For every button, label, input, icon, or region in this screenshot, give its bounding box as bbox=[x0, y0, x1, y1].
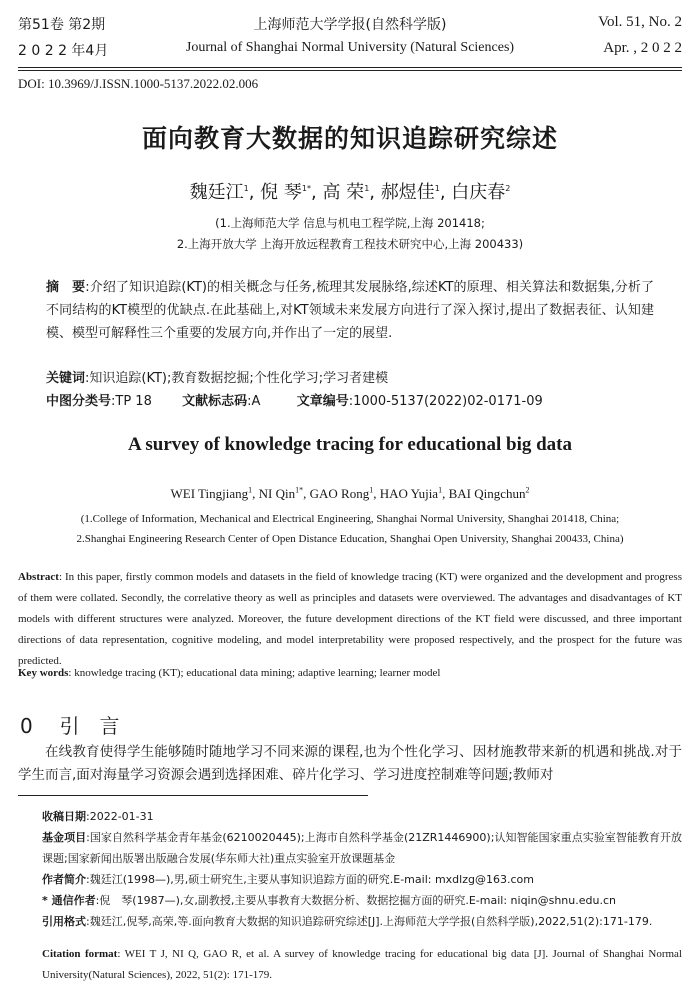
keywords-en bbox=[18, 667, 682, 679]
section-title: 引 言 bbox=[59, 714, 120, 738]
author-zh: 高 荣$^1$ bbox=[322, 182, 370, 203]
classification-line bbox=[46, 390, 654, 409]
journal-name-zh: 上海师范大学学报(自然科学版) bbox=[253, 17, 447, 33]
footnote-rule bbox=[18, 795, 368, 796]
date-en: Apr. , 2 0 2 2 bbox=[603, 40, 682, 56]
header-rule-2 bbox=[18, 70, 682, 71]
citation-en-label: Citation format bbox=[42, 948, 118, 960]
doc-code-value: :A bbox=[247, 394, 261, 409]
author-en: WEI Tingjiang$^1$ bbox=[170, 485, 253, 501]
keywords-zh bbox=[46, 367, 654, 386]
citation-zh: 引用格式:魏廷江,倪琴,高荣,等.面向教育大数据的知识追踪研究综述[J].上海师范大学学报(自然科学版),2022,51(2):171-179. bbox=[42, 915, 653, 928]
affiliation-en-1: (1.College of Information, Mechanical and Electrical Engineering, Shanghai Normal University, Shanghai 201418, China; bbox=[80, 513, 620, 525]
received-date: 收稿日期:2022-01-31 bbox=[42, 810, 154, 823]
authors-en: WEI Tingjiang$^1$, NI Qin$^{1*}$, GAO Rong$^1$, HAO Yujia$^1$, BAI Qingchun$^2$ bbox=[170, 485, 530, 501]
section-heading bbox=[20, 710, 119, 739]
author-en: NI Qin$^{1*}$ bbox=[258, 485, 304, 501]
abstract-en bbox=[18, 567, 682, 672]
footnotes bbox=[42, 806, 682, 932]
keywords-en-label: Key words bbox=[18, 667, 69, 679]
abstract-en-text: : In this paper, firstly common models and datasets in the field of knowledge tracing (KT) were organized and the development and progress of them were collated. Secondly, the correlative theory as well as principles and datasets were overviewed. The advantages and disadvantages of KT models with different structures were analyzed. Moreover, the future development directions of the KT field were discussed, and three important directions of data representation, cognitive modeling, and model interpretability were proposed respectively, and the prospect for the future was predicted. bbox=[18, 571, 682, 667]
author-zh: 郝煜佳$^1$ bbox=[380, 182, 440, 203]
keywords-zh-text: :知识追踪(KT);教育数据挖掘;个性化学习;学习者建模 bbox=[85, 371, 389, 386]
intro-paragraph: 在线教育使得学生能够随时随地学习不同来源的课程,也为个性化学习、因材施教带来新的机遇和挑战.对于学生而言,面对海量学习资源会遇到选择困难、碎片化学习、学习进度控制难等问题;教师对 bbox=[18, 744, 682, 783]
author-zh: 白庆春$^2$ bbox=[451, 182, 511, 203]
title-zh: 面向教育大数据的知识追踪研究综述 bbox=[141, 124, 558, 153]
abstract-en-label: Abstract bbox=[18, 571, 59, 583]
author-profile: 作者简介:魏廷江(1998—),男,硕士研究生,主要从事知识追踪方面的研究.E-mail: mxdlzg@163.com bbox=[42, 873, 534, 886]
authors-zh: 魏廷江$^1$, 倪 琴$^{1*}$, 高 荣$^1$, 郝煜佳$^1$, 白庆春$^2$ bbox=[189, 182, 511, 203]
affiliation-en-2: 2.Shanghai Engineering Research Center of Open Distance Education, Shanghai Open University, Shanghai 200433, China) bbox=[76, 533, 624, 545]
keywords-en-text: : knowledge tracing (KT); educational data mining; adaptive learning; learner model bbox=[68, 667, 441, 679]
abstract-zh-label: 摘 要 bbox=[46, 280, 86, 295]
author-en: BAI Qingchun$^2$ bbox=[448, 485, 530, 501]
header-rule bbox=[18, 67, 682, 68]
volume-issue-en: Vol. 51, No. 2 bbox=[598, 14, 682, 30]
affiliation-zh-2: 2.上海开放大学 上海开放远程教育工程技术研究中心,上海 200433) bbox=[176, 237, 524, 251]
doc-code-label: 文献标志码 bbox=[182, 394, 248, 409]
journal-name-en: Journal of Shanghai Normal University (Natural Sciences) bbox=[185, 40, 515, 55]
title-en: A survey of knowledge tracing for educational big data bbox=[127, 434, 573, 455]
author-zh: 魏廷江$^1$ bbox=[189, 182, 249, 203]
abstract-zh bbox=[46, 276, 654, 345]
volume-issue-zh: 第51卷 第2期 bbox=[18, 17, 106, 33]
article-no-value: :1000-5137(2022)02-0171-09 bbox=[348, 394, 543, 409]
author-en: GAO Rong$^1$ bbox=[309, 485, 374, 501]
article-no-label: 文章编号 bbox=[296, 394, 349, 409]
keywords-zh-label: 关键词 bbox=[46, 371, 86, 386]
citation-en-text: : WEI T J, NI Q, GAO R, et al. A survey of knowledge tracing for educational big data [J]. Journal of Shanghai Normal University(Natural Sciences), 2022, 51(2): 171-179. bbox=[42, 948, 682, 981]
author-en: HAO Yujia$^1$ bbox=[379, 485, 443, 501]
section-number: 0 bbox=[20, 714, 33, 738]
clc-label: 中图分类号 bbox=[46, 394, 112, 409]
fund-project: 基金项目:国家自然科学基金青年基金(6210020445);上海市自然科学基金(21ZR1446900);认知智能国家重点实验室智能教育开放课题;国家新闻出版署出版融合发展(华东师大社)重点实验室开放课题基金 bbox=[42, 831, 683, 865]
clc-value: :TP 18 bbox=[111, 394, 152, 409]
abstract-zh-text: :介绍了知识追踪(KT)的相关概念与任务,梳理其发展脉络,综述KT的原理、相关算法和数据集,分析了不同结构的KT模型的优缺点.在此基础上,对KT领域未来发展方向进行了深入探讨,提出了数据表征、认知建模、模型可解释性三个重要的发展方向,并作出了一定的展望. bbox=[46, 280, 654, 341]
date-zh: 2 0 2 2 年4月 bbox=[18, 43, 109, 59]
citation-en bbox=[18, 944, 682, 986]
affiliation-zh-1: (1.上海师范大学 信息与机电工程学院,上海 201418; bbox=[215, 216, 485, 230]
doi: DOI: 10.3969/J.ISSN.1000-5137.2022.02.006 bbox=[18, 76, 259, 91]
author-zh: 倪 琴$^{1*}$ bbox=[260, 182, 311, 203]
corresponding-author: * 通信作者:倪 琴(1987—),女,副教授,主要从事教育大数据分析、数据挖掘方面的研究.E-mail: niqin@shnu.edu.cn bbox=[42, 894, 616, 907]
